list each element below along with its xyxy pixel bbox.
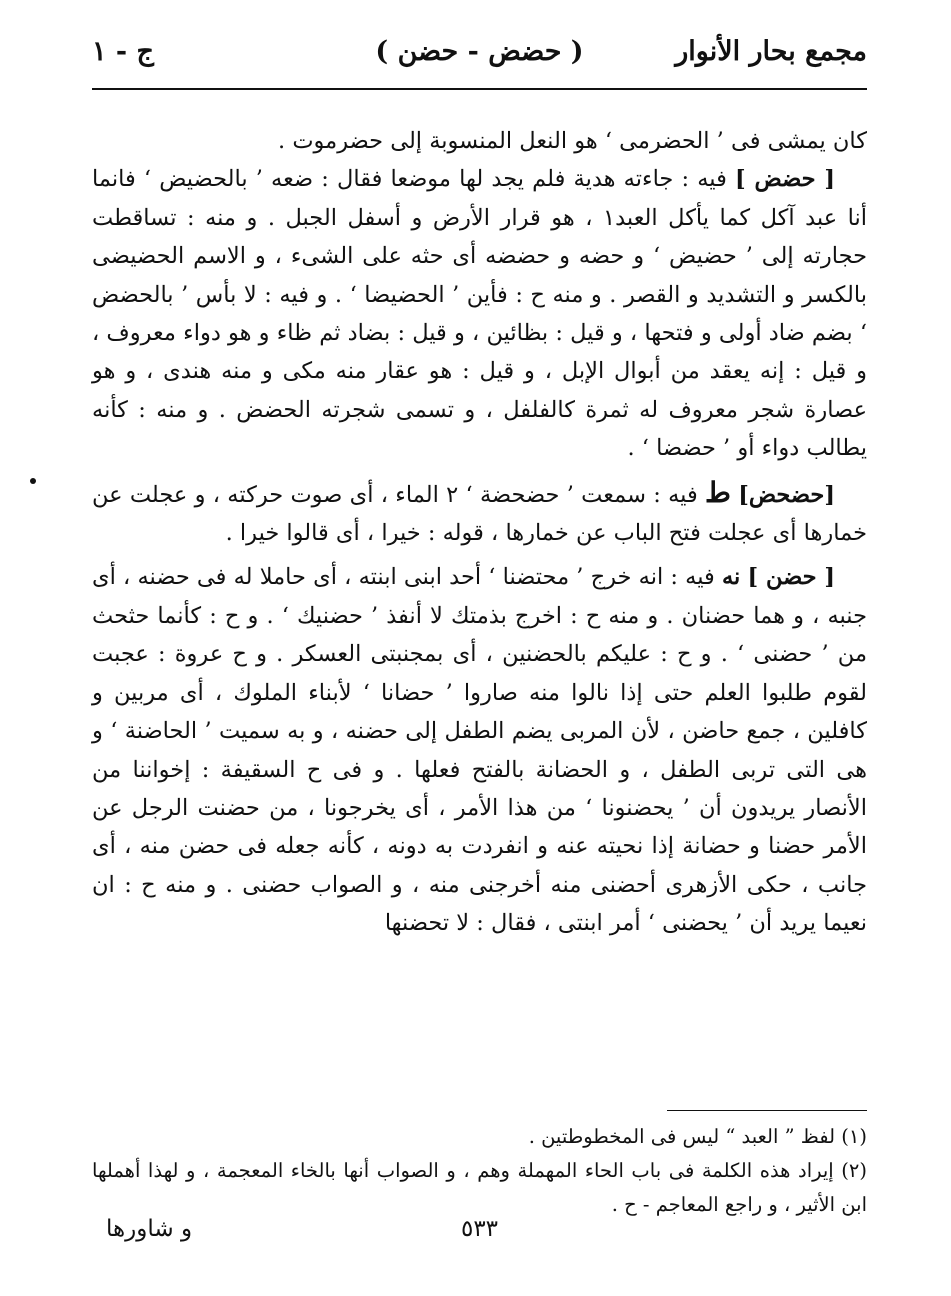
volume-label: ج - ١ — [92, 36, 154, 67]
page-number: ٥٣٣ — [460, 1216, 499, 1242]
page-footer — [92, 1216, 867, 1256]
entry-text: فيه : انه خرج ’ محتضنا ‘ أحد ابنى ابنته ، أى حاملا له فى حضنه ، أى جنبه ، و هما حضنان . و منه ح : اخرج بذمتك لا أنفذ ’ حضنيك ‘ . و ح : كأنما حثحث من ’ حضنى ‘ . و ح : عليكم بالحضنين ، أى بمجنبتى العسكر . و ح عروة : عجبت لقوم طلبوا العلم حتى إذا نالوا منه صاروا ’ حضانا ‘ لأبناء الملوك ، أى مربين و كافلين ، جمع حاضن ، لأن المربى يضم الطفل إلى حضنه ، و به سميت ’ الحاضنة ‘ و هى التى تربى الطفل ، و الحضانة بالفتح فعلها . و فى ح السقيفة : إخواننا من الأنصار يريدون أن ’ يحضنونا ‘ من هذا الأمر ، أى يخرجونا ، من حضنت الرجل عن الأمر حضنا و حضانة إذا نحيته عنه و انفردت به دونه ، كأنه جعله فى حضن منه ، أى جانب ، حكى الأزهرى أحضنى منه أخرجنى منه ، و الصواب حضنى . و منه ح : ان نعيما يريد أن ’ يحضنى ‘ أمر ابنتى ، فقال : لا تحضنها — [92, 564, 867, 937]
page — [92, 30, 867, 1266]
entry-text: فيه : جاءته هدية فلم يجد لها موضعا فقال : ضعه ’ بالحضيض ‘ فانما أنا عبد آكل كما يأكل العبد١ ، هو قرار الأرض و أسفل الجبل . و منه : تساقطت حجارته إلى ’ حضيض ‘ و حضه و حضضه أى حثه على الشىء ، و الاسم الحضيضى بالكسر و التشديد و القصر . و منه ح : فأين ’ الحضيضا ‘ . و فيه : لا بأس ’ بالحضض ‘ بضم ضاد أولى و فتحها ، و قيل : بظائين ، و قيل : بضاد ثم ظاء و هو دواء معروف ، و قيل : إنه يعقد من أبوال الإبل ، و قيل : هو عقار منه مكى و منه هندى ، و هو عصارة شجر معروف له ثمرة كالفلفل ، و تسمى شجرته الحضض . و منه : كأنه يطالب دواء أو ’ حضضا ‘ . — [92, 166, 867, 462]
entry-hadhad — [92, 474, 867, 553]
entry-headword: [ حضن ] — [747, 564, 836, 591]
intro-line: كان يمشى فى ’ الحضرمى ‘ هو النعل المنسوبة إلى حضرموت . — [278, 128, 867, 154]
entry-hadan — [92, 558, 867, 942]
entry-text: فيه : سمعت ’ حضحضة ‘ ٢ الماء ، أى صوت حركته ، و عجلت عن خمارها أى عجلت فتح الباب عن خمارها ، قوله : خيرا ، أى قالوا خيرا . — [92, 481, 867, 547]
entry-range: ( حضض - حضن ) — [375, 36, 584, 67]
main-text — [92, 122, 867, 943]
running-header — [92, 30, 867, 84]
margin-mark — [30, 478, 36, 484]
entry-hadad — [92, 160, 867, 467]
footnotes — [92, 1120, 867, 1222]
book-title: مجمع بحار الأنوار — [675, 36, 867, 67]
footnote-1: (١) لفظ ” العبد “ ليس فى المخطوطتين . — [528, 1125, 867, 1148]
catchword: و شاورها — [106, 1216, 193, 1242]
footnote-rule — [667, 1110, 867, 1111]
entry-headword: [حضحض] — [738, 481, 835, 508]
source-sigil: نه — [721, 564, 741, 591]
entry-headword: [ حضض ] — [735, 166, 835, 193]
footnote-2: (٢) إيراد هذه الكلمة فى باب الحاء المهملة وهم ، و الصواب أنها بالخاء المعجمة ، و لهذا أهملها ابن الأثير ، و راجع المعاجم - ح . — [92, 1159, 867, 1216]
header-rule — [92, 88, 867, 90]
source-sigil: ط — [705, 475, 731, 509]
